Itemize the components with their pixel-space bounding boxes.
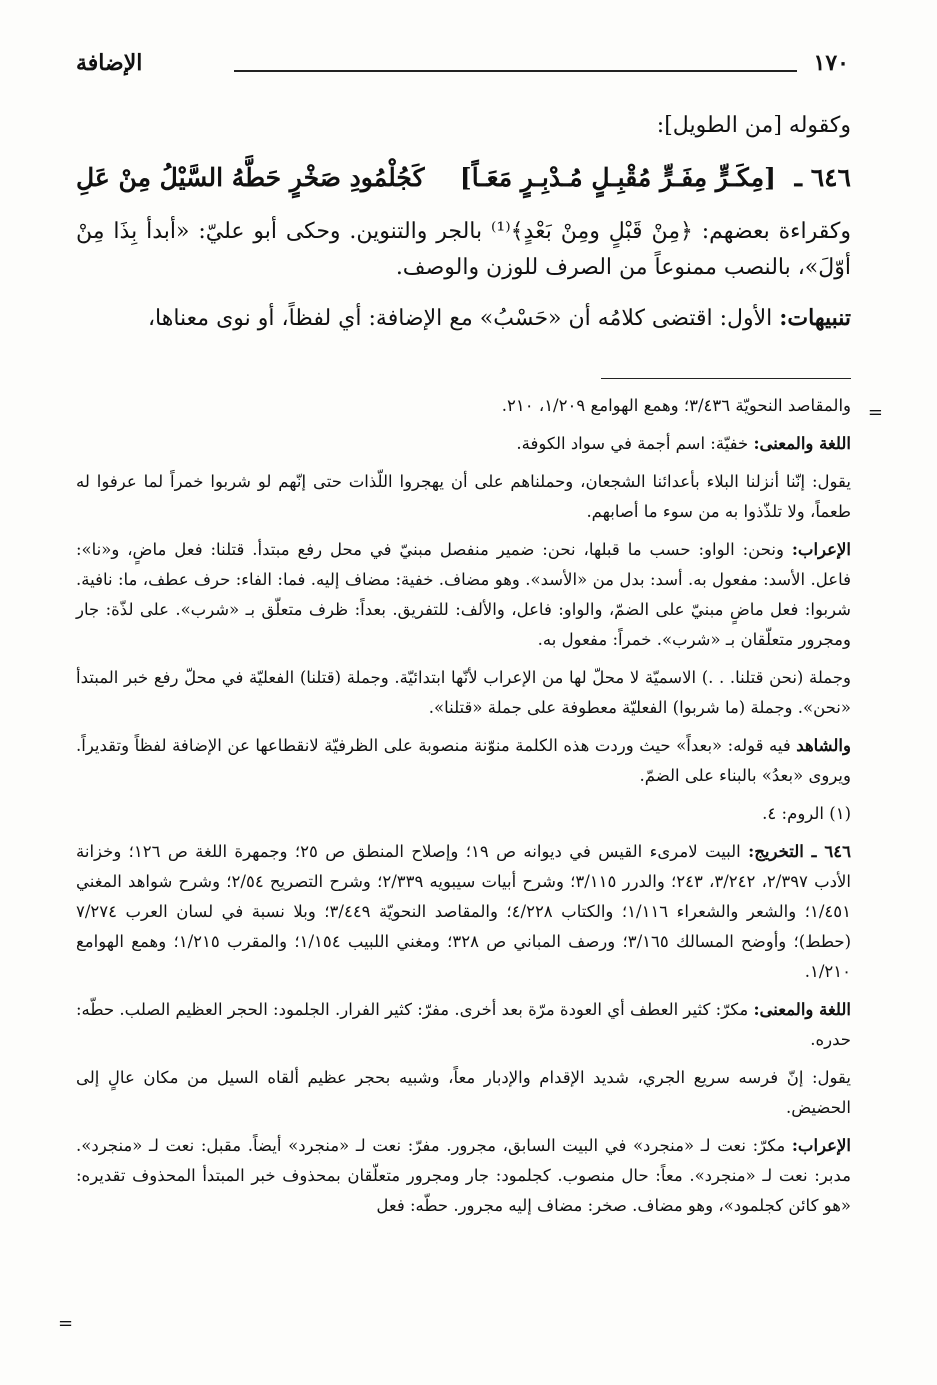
notes-text: الأول: اقتضى كلامُه أن «حَسْبُ» مع الإضافة: أي لفظاً، أو نوى معناها،: [147, 306, 780, 331]
chapter-title: الإضافة: [76, 50, 143, 76]
footnote-paragraph: [76, 429, 851, 459]
verse-line: [76, 156, 851, 200]
header-rule: [234, 70, 797, 72]
footnote-paragraph: [76, 535, 851, 655]
footnote-label: والشاهد: [796, 736, 851, 755]
footnotes: [76, 378, 851, 1229]
footnote-paragraph: [76, 995, 851, 1055]
footnote-text: مكرّ: نعت لـ «منجرد» في البيت السابق، مجرور. مفرّ: نعت لـ «منجرد» أيضاً. مقبل: نعت لـ «منجرد». مدبر: نعت لـ «منجرد». معاً: حال منصوب. كجلمود: جار ومجرور متعلّقان بمحذوف خبر المبتدأ المحذوف تقديره: «هو كائن كجلمود»، وهو مضاف. صخر: مضاف إليه مجرور. حطّه: فعل: [76, 1136, 851, 1215]
verse-left: [76, 156, 424, 200]
footnote-rule: [601, 378, 851, 379]
footnote-text: يقول: إنّ فرسه سريع الجري، شديد الإقدام والإدبار معاً، وشبيه بحجر عظيم ألقاه السيل من مكان عالٍ إلى الحضيض.: [76, 1068, 851, 1117]
footnote-text: فيه قوله: «بعداً» حيث وردت هذه الكلمة منوّنة منصوبة على الظرفيّة لانقطاعها عن الإضافة لفظاً وتقديراً. ويروى «بعدُ» بالبناء على الضمّ.: [76, 736, 851, 785]
verse-first-hemistich: [مِكَـرٍّ مِفَـرٍّ مُقْبِـلٍ مُـدْبِـرٍ مَعَـاً]: [459, 163, 776, 192]
footnote-paragraph: [76, 731, 851, 791]
footnote-text: مكرّ: كثير العطف أي العودة مرّة بعد أخرى. مفرّ: كثير الفرار. الجلمود: الحجر العظيم الصلب. حطّه: حدره.: [76, 1000, 851, 1049]
end-continuation-mark: =: [58, 1313, 74, 1334]
footnote-paragraph: [76, 391, 851, 421]
verse-second-hemistich: كَجُلْمُودِ صَخْرٍ حَطَّهُ السَّيْلُ مِنْ عَلِ: [76, 163, 425, 192]
footnote-text: البيت لامرىء القيس في ديوانه ص ١٩؛ وإصلاح المنطق ص ٢٥؛ وجمهرة اللغة ص ١٢٦؛ وخزانة الأدب ٢/٣٩٧، ٣/٢٤٢، ٢٤٣؛ والدرر ٣/١١٥؛ وشرح أبيات سيبويه ٢/٣٣٩؛ وشرح التصريح ٢/٥٤؛ وشرح شواهد المغني ١/٤٥١؛ والشعر والشعراء ١/١١٦؛ والكتاب ٤/٢٢٨؛ والمقاصد النحويّة ٣/٤٤٩؛ وبلا نسبة في لسان العرب ٧/٢٧٤ (حطط)؛ وأوضح المسالك ٣/١٦٥؛ ورصف المباني ص ٣٢٨؛ ومغني اللبيب ١/١٥٤؛ والمقرب ١/٢١٥؛ وهمع الهوامع ١/٢١٠.: [76, 842, 852, 981]
page-header: [76, 50, 849, 90]
footnote-label: الإعراب:: [791, 1136, 851, 1155]
footnote-paragraph: [76, 663, 851, 723]
footnote-label: اللغة والمعنى:: [753, 1000, 851, 1019]
footnote-text: يقول: إنّنا أنزلنا البلاء بأعدائنا الشجعان، وحملناهم على أن يهجروا اللّذات حتى إنّهم لو شربوا خمراً لما عرفوا له طعماً، ولا تلذّذوا به من سوء ما أصابهم.: [76, 472, 851, 521]
footnote-label: ٦٤٦ ـ التخريج:: [748, 842, 851, 861]
footnote-label: اللغة والمعنى:: [753, 434, 851, 453]
footnote-paragraph: [76, 1131, 851, 1221]
verse-right: [460, 156, 851, 200]
footnote-paragraph: [76, 837, 851, 987]
footnote-text: خفيّة: اسم أجمة في سواد الكوفة.: [516, 434, 754, 453]
notes-label: تنبيهات:: [779, 305, 851, 331]
paragraph-reading: وكقراءة بعضهم: ﴿مِنْ قَبْلٍ ومِنْ بَعْدٍ﴾⁽¹⁾ بالجر والتنوين. وحكى أبو عليّ: «أبدأ بِذَا مِنْ أوّلَ»، بالنصب ممنوعاً من الصرف للوزن والوصف.: [76, 219, 851, 280]
intro-line: وكقوله [من الطويل]:: [656, 113, 851, 138]
footnote-paragraph: [76, 799, 851, 829]
verse-number: ٦٤٦ ـ: [794, 163, 851, 192]
page-number: ١٧٠: [813, 50, 849, 76]
continuation-mark: =: [867, 402, 883, 423]
main-text: [76, 108, 851, 337]
footnote-text: وجملة (نحن قتلنا. . .) الاسميّة لا محلّ لها من الإعراب لأنّها ابتدائيّة. وجملة (قتلنا) الفعليّة في محلّ رفع خبر المبتدأ «نحن». وجملة (ما شربوا) الفعليّة معطوفة على جملة «قتلنا».: [76, 668, 851, 717]
paragraph-notes: [76, 300, 851, 337]
footnote-paragraph: [76, 467, 851, 527]
footnote-paragraph: [76, 1063, 851, 1123]
footnote-text: (١) الروم: ٤.: [762, 804, 851, 823]
footnote-list: [76, 391, 851, 1221]
footnote-text: والمقاصد النحويّة ٣/٤٣٦؛ وهمع الهوامع ١/٢٠٩، ٢١٠.: [501, 396, 851, 415]
footnote-text: ونحن: الواو: حسب ما قبلها، نحن: ضمير منفصل مبنيّ في محل رفع مبتدأ. قتلنا: فعل ماضٍ، و«نا»: فاعل. الأسد: مفعول به. أسد: بدل من «الأسد». وهو مضاف. خفية: مضاف إليه. فما: الفاء: حرف عطف، ما: نافية. شربوا: فعل ماضٍ مبنيّ على الضمّ، والواو: فاعل، والألف: للتفريق. بعداً: ظرف متعلّق بـ «شرب». على لذّة: جار ومجرور متعلّقان بـ «شرب». خمراً: مفعول به.: [76, 540, 851, 649]
footnote-label: الإعراب:: [791, 540, 851, 559]
